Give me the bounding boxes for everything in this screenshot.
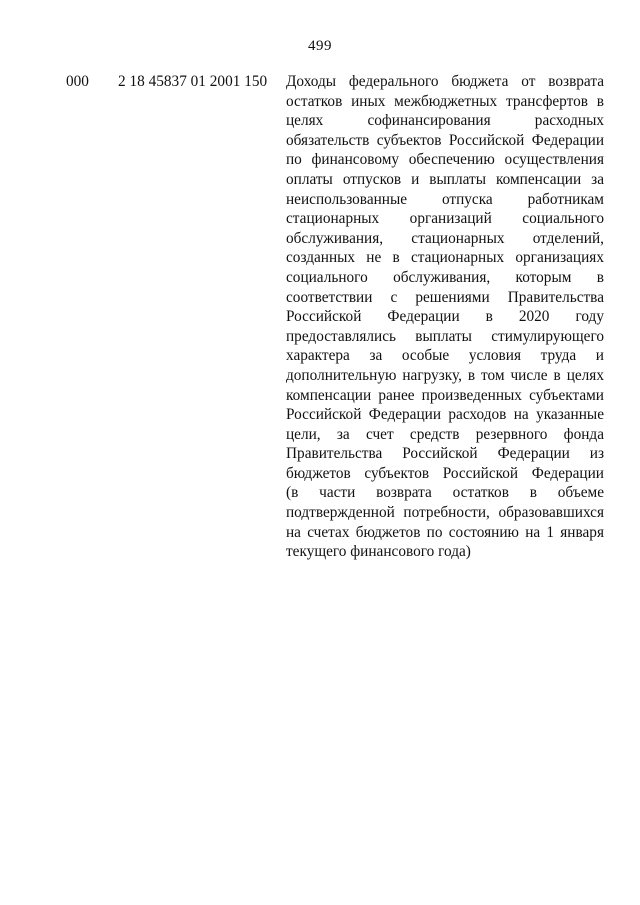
page-number: 499 — [308, 38, 332, 54]
description-line: компенсации ранее произведенных субъектами — [286, 386, 604, 404]
description-line: подтвержденной потребности, образовавшихся — [286, 504, 604, 522]
income-description — [286, 72, 604, 562]
description-line: дополнительную нагрузку, в том числе в целях — [286, 366, 604, 384]
description-line: соответствии с решениями Правительства — [286, 288, 604, 306]
description-line: оплаты отпусков и выплаты компенсации за — [286, 170, 604, 188]
description-line: бюджетов субъектов Российской Федерации — [286, 464, 604, 482]
description-line: Правительства Российской Федерации из — [286, 445, 604, 463]
description-line: Российской Федерации в 2020 году — [286, 308, 604, 326]
description-line: целях софинансирования расходных — [286, 112, 604, 130]
description-line: предоставлялись выплаты стимулирующего — [286, 327, 604, 345]
description-line: неиспользованные отпуска работникам — [286, 190, 604, 208]
administrator-code: 000 — [66, 73, 89, 90]
description-line: созданных не в стационарных организациях — [286, 249, 604, 267]
description-line: (в части возврата остатков в объеме — [286, 484, 604, 502]
description-line: обслуживания, стационарных отделений, — [286, 229, 604, 247]
description-line: остатков иных межбюджетных трансфертов в — [286, 92, 604, 110]
description-line: текущего финансового года) — [286, 543, 471, 561]
description-line: обязательств субъектов Российской Федерации — [286, 131, 604, 149]
description-line: Доходы федерального бюджета от возврата — [286, 73, 604, 90]
budget-classification-code: 2 18 45837 01 2001 150 — [118, 73, 268, 90]
description-line: цели, за счет средств резервного фонда — [286, 425, 604, 443]
description-line: социального обслуживания, которым в — [286, 268, 604, 286]
description-line: Российской Федерации расходов на указанные — [286, 406, 604, 424]
description-line: характера за особые условия труда и — [286, 347, 604, 365]
description-line: по финансовому обеспечению осуществления — [286, 151, 604, 169]
description-line: на счетах бюджетов по состоянию на 1 января — [286, 523, 604, 541]
description-line: стационарных организаций социального — [286, 210, 604, 228]
